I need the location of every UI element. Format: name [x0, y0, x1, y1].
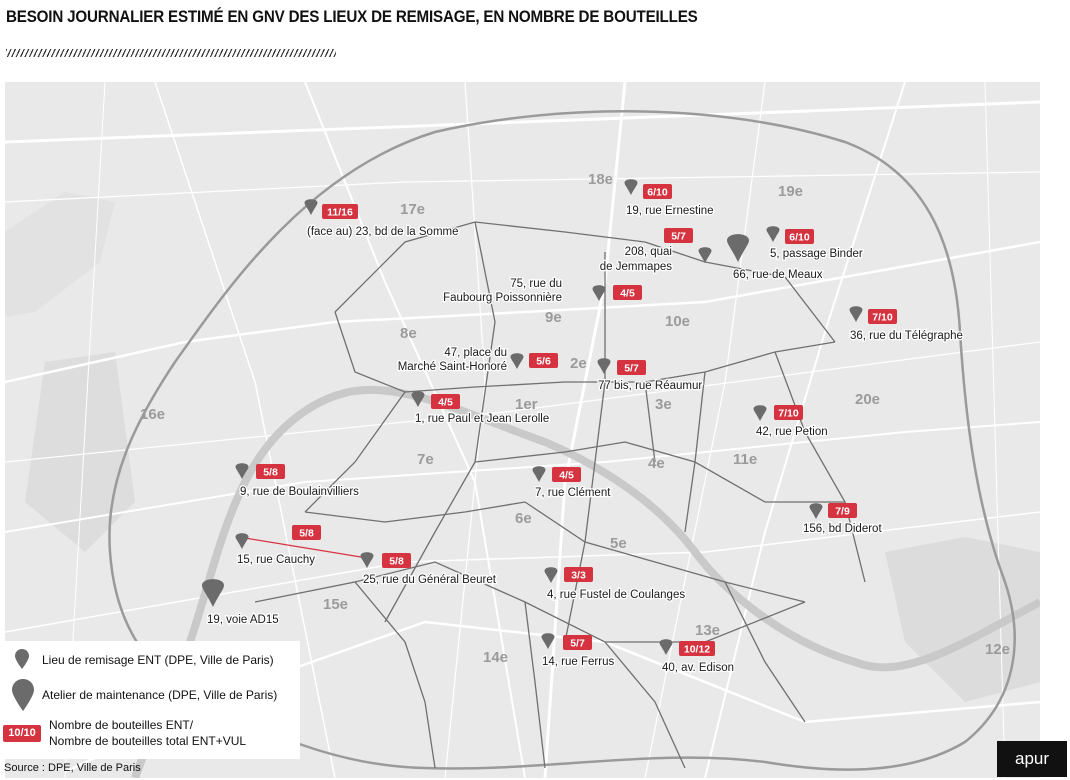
source-note: Source : DPE, Ville de Paris	[4, 762, 141, 774]
bottle-count-text: 5/7	[671, 230, 686, 243]
arr-label: 20e	[855, 391, 881, 408]
site-address-label: 42, rue Petion	[756, 426, 828, 438]
arr-label: 5e	[610, 535, 627, 552]
bottle-count-text: 10/12	[683, 643, 711, 656]
bottle-count-text: 4/5	[620, 287, 635, 300]
site-address-label: 14, rue Ferrus	[542, 656, 615, 668]
site-address-label: 7, rue Clément	[535, 487, 611, 499]
site-address-label: (face au) 23, bd de la Somme	[307, 226, 459, 238]
arr-label: 6e	[515, 510, 532, 527]
arr-label: 7e	[417, 451, 434, 468]
site-address-label: 5, passage Binder	[770, 248, 863, 260]
large-pin-icon	[11, 678, 35, 712]
site-address-label: 1, rue Paul et Jean Lerolle	[415, 413, 550, 425]
site-address-label: 4, rue Fustel de Coulanges	[547, 589, 686, 601]
bottle-count-text: 7/9	[835, 505, 850, 518]
bottle-count-text: 7/10	[872, 311, 893, 324]
legend-badge-line1: Nombre de bouteilles ENT/	[49, 718, 194, 732]
site-address-label: 208, quai	[624, 246, 672, 258]
arr-label: 2e	[570, 355, 587, 372]
arr-label: 3e	[655, 396, 672, 413]
site-address-label: 47, place du	[444, 347, 507, 359]
arr-label: 18e	[588, 171, 614, 188]
pin-icon	[14, 648, 30, 670]
arr-label: 4e	[648, 455, 665, 472]
map-title: BESOIN JOURNALIER ESTIMÉ EN GNV DES LIEUX DE REMISAGE, EN NOMBRE DE BOUTEILLES	[6, 8, 698, 26]
legend-atelier-label: Atelier de maintenance (DPE, Ville de Paris)	[42, 688, 278, 702]
site-address-label: 15, rue Cauchy	[237, 554, 315, 566]
bottle-count-text: 7/10	[778, 407, 799, 420]
arr-label: 12e	[985, 641, 1011, 658]
site-address-label: 156, bd Diderot	[803, 523, 882, 535]
arr-label: 10e	[665, 313, 691, 330]
site-address-label: 19, rue Ernestine	[626, 205, 714, 217]
arr-label: 16e	[140, 406, 166, 423]
bottle-count-text: 5/7	[570, 637, 585, 650]
bottle-count-text: 5/6	[536, 355, 551, 368]
bottle-count-text: 5/7	[624, 362, 639, 375]
legend-ent-label: Lieu de remisage ENT (DPE, Ville de Paris)	[42, 653, 274, 667]
bottle-count-text: 6/10	[647, 186, 668, 199]
site-address-label: Faubourg Poissonnière	[443, 292, 562, 304]
site-address-label: 40, av. Edison	[662, 662, 735, 674]
site-address-label: 66, rue de Meaux	[733, 269, 823, 281]
title-underline-hatch	[6, 49, 336, 57]
arr-label: 15e	[323, 596, 349, 613]
arr-label: 13e	[695, 622, 721, 639]
site-address-label: Marché Saint-Honoré	[397, 361, 507, 373]
arr-label: 14e	[483, 649, 509, 666]
bottle-count-text: 5/8	[263, 466, 278, 479]
legend	[0, 641, 300, 759]
site-address-label: 9, rue de Boulainvilliers	[240, 486, 359, 498]
bottle-count-text: 5/8	[389, 555, 404, 568]
arr-label: 17e	[400, 201, 426, 218]
bottle-count-text: 6/10	[789, 231, 810, 244]
legend-badge: 10/10	[3, 725, 41, 742]
bottle-count-text: 4/5	[438, 396, 453, 409]
arr-label: 11e	[733, 451, 758, 468]
arr-label: 9e	[545, 309, 562, 326]
arr-label: 8e	[400, 325, 417, 342]
arr-label: 1er	[515, 396, 538, 413]
bottle-count-text: 11/16	[327, 206, 353, 219]
bottle-count-text: 5/8	[299, 527, 314, 540]
site-address-label: de Jemmapes	[599, 261, 672, 273]
legend-badge-line2: Nombre de bouteilles total ENT+VUL	[49, 734, 247, 748]
site-address-label: 75, rue du	[510, 278, 562, 290]
site-address-label: 25, rue du Général Beuret	[363, 574, 496, 586]
site-address-label: 77 bis, rue Réaumur	[598, 380, 703, 392]
site-address-label: 36, rue du Télégraphe	[850, 330, 963, 342]
bottle-count-text: 4/5	[559, 469, 574, 482]
bottle-count-text: 3/3	[571, 569, 586, 582]
apur-logo: apur	[997, 741, 1067, 777]
arr-label: 19e	[778, 183, 804, 200]
site-address-label: 19, voie AD15	[207, 614, 279, 626]
